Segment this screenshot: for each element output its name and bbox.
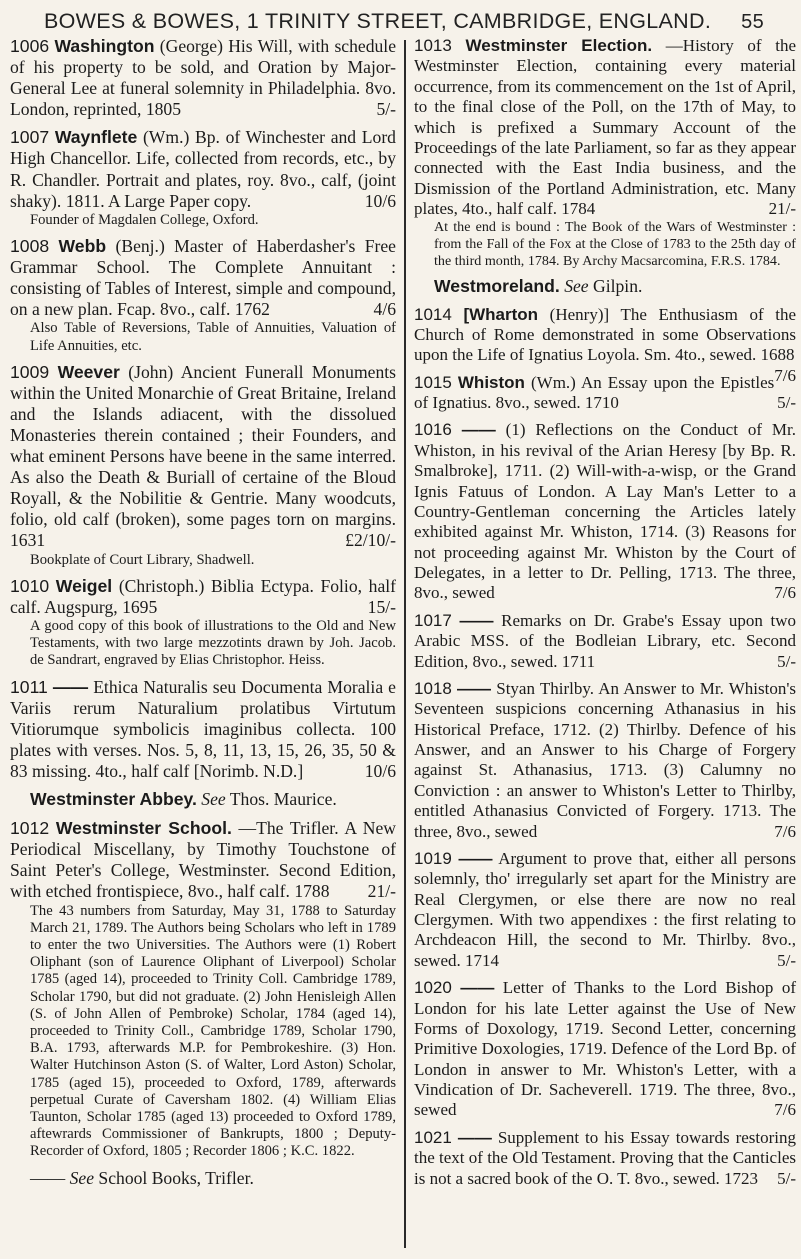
- entry-price: 7/6: [774, 583, 796, 603]
- catalogue-entry: [10, 576, 396, 670]
- catalogue-entry: [414, 611, 796, 672]
- catalogue-entry: [10, 127, 396, 229]
- cross-reference: [434, 276, 796, 296]
- entry-description: Letter of Thanks to the Lord Bishop of London for his late Letter against the Use of New Forms of Doxology, 1719. Second Letter, concerning Primitive Doxologies, 1719. Defence of the Lord Bp. of London in answer to Mr. Whiston's Letter, with a Vindication of Dr. Sacheverell. 1719. The three, 8vo., sewed: [414, 978, 797, 1120]
- entry-description: Ethica Naturalis seu Documenta Moralia e Variis rerum Naturalium prolatibus Virtutum Vitiorumque symbolicis imaginibus collecta. 100 plates with verses. Nos. 5, 8, 11, 13, 15, 26, 35, 50 & 83 missing. 4to., half calf [Norimb. N.D.]: [10, 676, 396, 781]
- entry-note: Founder of Magdalen College, Oxford.: [30, 211, 259, 228]
- xref-heading: Westmoreland.: [434, 276, 560, 297]
- page-header-title: BOWES & BOWES, 1 TRINITY STREET, CAMBRIDGE, ENGLAND.: [44, 9, 712, 33]
- page-header: [44, 4, 764, 34]
- entry-description: Styan Thirlby. An Answer to Mr. Whiston's Seventeen suspicions concerning Athanasius in his Historical Preface, 1712. (2) Thirlby. Defence of his Answer, and an Answer to his Charge of Forgery against St. Athanasius, 1713. (3) Calumny no Conviction : an answer to Whiston's Letter to Thirlby, entitled Athanasius Convicted of Forgery. 1713. The three, 8vo., sewed: [414, 678, 797, 841]
- lot-number: 1012: [10, 818, 50, 839]
- catalogue-entry: [414, 420, 796, 603]
- page-number: 55: [741, 11, 764, 33]
- entry-price: 10/6: [364, 190, 396, 211]
- entry-body: [10, 127, 396, 211]
- lot-number: 1010: [10, 575, 50, 596]
- entry-price: £2/10/-: [345, 530, 396, 551]
- entry-price: 5/-: [777, 651, 796, 671]
- catalogue-entry: [10, 362, 396, 569]
- entry-price: 7/6: [774, 821, 796, 841]
- xref-target: Thos. Maurice.: [229, 789, 337, 810]
- lot-number: 1008: [10, 235, 50, 256]
- entry-body: [414, 849, 796, 971]
- lot-number: 1011: [10, 676, 48, 697]
- catalogue-entry: [10, 677, 396, 782]
- entry-description: (Christoph.) Biblia Ectypa. Folio, half calf. Augspurg, 1695: [10, 575, 396, 617]
- entry-body: [414, 420, 796, 603]
- entry-description: (1) Reflections on the Conduct of Mr. Whiston, in his revival of the Arian Heresy [by Bp. R. Smalbroke], 1711. (2) Will-with-a-wisp, or the Grand Ignis Fatuus of London. A Lay Man's Letter to a Country-Gentleman concerning the Articles lately exhibited against Mr. Whiston, 1714. (3) Reasons for not proceeding against Mr. Whiston by the Court of Delegates, in a letter to Dr. Pelling, 1713. The three, 8vo., sewed: [414, 420, 797, 603]
- left-entries: [10, 36, 396, 1161]
- catalogue-entry: [414, 373, 796, 414]
- entry-price: 21/-: [768, 199, 796, 218]
- entry-body: [414, 611, 796, 672]
- lot-number: 1014: [414, 304, 452, 324]
- entry-description: (George) His Will, with schedule of his property to be sold, and Oration by Major-General Lee at funeral solemnity in Philadelphia. 8vo. London, reprinted, 1805: [10, 36, 396, 120]
- entry-heading: ——: [458, 848, 493, 868]
- entry-heading: ——: [52, 676, 89, 697]
- lot-number: 1015: [414, 372, 452, 392]
- entry-heading: Weever: [57, 361, 120, 382]
- lot-number: 1016: [414, 420, 452, 440]
- entry-heading: Whiston: [457, 372, 525, 392]
- entry-body: [10, 236, 396, 320]
- entry-price: 5/-: [376, 99, 396, 120]
- entry-body: [414, 679, 796, 842]
- entry-price: 7/6: [774, 365, 796, 385]
- end-see: See: [69, 1167, 95, 1188]
- entry-heading: Westminster School.: [55, 818, 232, 839]
- entry-price: 5/-: [777, 1168, 796, 1188]
- entry-heading: ——: [460, 978, 495, 998]
- entry-body: [10, 362, 396, 552]
- entry-heading: Weigel: [55, 575, 113, 596]
- entry-description: Remarks on Dr. Grabe's Essay upon two Arabic MSS. of the Bodleian Library, etc. Second Edition, 8vo., sewed. 1711: [414, 610, 796, 671]
- entry-heading: ——: [457, 678, 492, 698]
- entry-description: (Wm.) An Essay upon the Epistles of Ignatius. 8vo., sewed. 1710: [414, 372, 775, 413]
- cross-reference: [30, 789, 396, 810]
- lot-number: 1018: [414, 678, 452, 698]
- entry-body: [414, 978, 796, 1121]
- lot-number: 1006: [10, 36, 50, 56]
- entry-price: 5/-: [777, 950, 796, 970]
- xref-heading: Westminster Abbey.: [30, 789, 197, 810]
- lot-number: 1017: [414, 610, 452, 630]
- left-end-cross-reference: [30, 1168, 396, 1189]
- entry-heading: [Wharton: [463, 304, 539, 324]
- entry-note: Also Table of Reversions, Table of Annuities, Valuation of Life Annuities, etc.: [30, 320, 396, 354]
- lot-number: 1021: [414, 1127, 452, 1147]
- entry-price: 10/6: [364, 760, 396, 781]
- catalogue-entry: [414, 978, 796, 1121]
- entry-note: The 43 numbers from Saturday, May 31, 1788 to Saturday March 21, 1789. The Authors being Scholars who left in 1789 to enter the two Universities. The Authors were (1) Robert Oliphant (son of Laurence Oliphant of Liverpool) Scholar 1785 (aged 14), proceeded to Trinity Coll. Cambridge 1789, Scholar 1790, but did not graduate. (2) John Henisleigh Allen (S. of John Allen of Pembroke) Scholar, 1784 (aged 14), proceeded to Trinity Coll., Cambridge 1789, Scholar 1790, B.A. 1793, afterwards M.P. for Pembrokeshire. (3) Hon. Walter Hutchinson Aston (S. of Walter, Lord Aston) Scholar, 1785 (aged 15), proceeded to Oxford, 1789, afterwards perpetual Curate of Caversham 1802. (4) William Elias Taunton, Scholar 1785 (aged 13) proceeded to Oxford 1789, aftewrards Commissioner of Bankrupts, 1800 ; Deputy-Recorder of Oxford, 1805 ; Recorder 1806 ; K.C. 1822.: [30, 902, 396, 1160]
- entry-note: At the end is bound : The Book of the Wars of Westminster : from the Fall of the Fox at the Close of 1783 to the 25th day of the third month, 1784. By Archy Macsarcomina, F.R.S. 1784.: [434, 219, 796, 269]
- catalogue-entry: [10, 236, 396, 355]
- right-column: [414, 36, 796, 1196]
- entry-price: 21/-: [367, 881, 396, 902]
- entry-heading: Webb: [58, 235, 107, 256]
- lot-number: 1013: [414, 36, 452, 55]
- entry-heading: Westminster Election.: [465, 36, 653, 55]
- left-column: [10, 36, 396, 1189]
- entry-description: Supplement to his Essay towards restoring the text of the Old Testament. Proving that the Canticles is not a sacred book of the O. T. 8vo., sewed. 1723: [414, 1127, 796, 1188]
- entry-price: 7/6: [774, 1100, 796, 1120]
- entry-body: [10, 818, 396, 902]
- entry-heading: ——: [459, 610, 494, 630]
- entry-note: A good copy of this book of illustrations to the Old and New Testaments, with two large mezzotints drawn by Joh. Jacob. de Sandrart, engraved by Elias Christophor. Heiss.: [30, 617, 396, 669]
- entry-description: Argument to prove that, either all persons solemnly, tho' irregularly set apart for the Ministry are Real Clergymen, or else there are now no real Clergymen. With two appendixes : the first relating to Archdeacon Hill, the second to Mr. Thirlby. 8vo., sewed. 1714: [414, 848, 797, 970]
- end-dash: ——: [30, 1167, 66, 1188]
- lot-number: 1020: [414, 978, 452, 998]
- entry-body: [414, 1128, 796, 1189]
- entry-description: (Wm.) Bp. of Winchester and Lord High Chancellor. Life, collected from records, etc., by R. Chandler. Portrait and plates, roy. 8vo., calf, (joint shaky). 1811. A Large Paper copy.: [10, 127, 396, 211]
- catalogue-entry: [414, 1128, 796, 1189]
- entry-description: (Henry)] The Enthusiasm of the Church of Rome demonstrated in some Observations upon the Life of Ignatius Loyola. Sm. 4to., sewed. 1688: [414, 304, 797, 365]
- entry-price: 4/6: [373, 299, 396, 320]
- entry-description: —The Trifler. A New Periodical Miscellany, by Timothy Touchstone of Saint Peter's College, Westminster. Second Edition, with etched frontispiece, 8vo., half calf. 1788: [10, 818, 396, 902]
- catalogue-entry: [414, 849, 796, 971]
- column-divider: [404, 40, 406, 1248]
- catalogue-entry: [10, 818, 396, 1160]
- catalogue-entry: [414, 679, 796, 842]
- entry-description: (John) Ancient Funerall Monuments within the United Monarchie of Great Britaine, Ireland and the Islands adiacent, with the dissolued Monasteries therein contained ; their Founders, and what eminent Persons have beene in the same interred. As also the Death & Buriall of certaine of the Bloud Royall, & the Nobilitie & Gentrie. Many woodcuts, folio, old calf (broken), some pages torn on margins. 1631: [10, 361, 396, 551]
- entry-body: [414, 373, 796, 414]
- entry-heading: ——: [461, 420, 496, 440]
- entry-price: 5/-: [777, 393, 796, 413]
- entry-heading: Washington: [54, 36, 155, 56]
- end-text: School Books, Trifler.: [98, 1167, 254, 1188]
- xref-target: Gilpin.: [593, 276, 643, 297]
- entry-heading: ——: [457, 1127, 492, 1147]
- entry-body: [10, 576, 396, 618]
- catalogue-entry: [414, 36, 796, 269]
- xref-see: See: [564, 276, 589, 297]
- entry-note: Bookplate of Court Library, Shadwell.: [30, 551, 255, 568]
- entry-description: —History of the Westminster Election, containing every material occurrence, from its commencement on the 1st of April, to the final close of the Poll, on the 17th of May, to which is prefixed a Summary Account of the Proceedings of the late Parliament, so far as they appear connected with the East India business, and the Dismission of the Portland Administration, etc. Many plates, 4to., half calf. 1784: [414, 36, 797, 218]
- entry-body: [10, 677, 396, 782]
- lot-number: 1009: [10, 361, 50, 382]
- lot-number: 1019: [414, 848, 452, 868]
- xref-see: See: [201, 789, 226, 810]
- entry-body: [414, 36, 796, 219]
- entry-price: 15/-: [367, 596, 396, 617]
- entry-description: (Benj.) Master of Haberdasher's Free Grammar School. The Complete Annuitant : consisting of Tables of Interest, simple and compound, on a new plan. Fcap. 8vo., calf. 1762: [10, 235, 396, 320]
- lot-number: 1007: [10, 127, 50, 148]
- entry-body: [10, 36, 396, 120]
- right-entries: [414, 36, 796, 1189]
- entry-heading: Waynflete: [54, 127, 138, 148]
- catalogue-entry: [10, 36, 396, 120]
